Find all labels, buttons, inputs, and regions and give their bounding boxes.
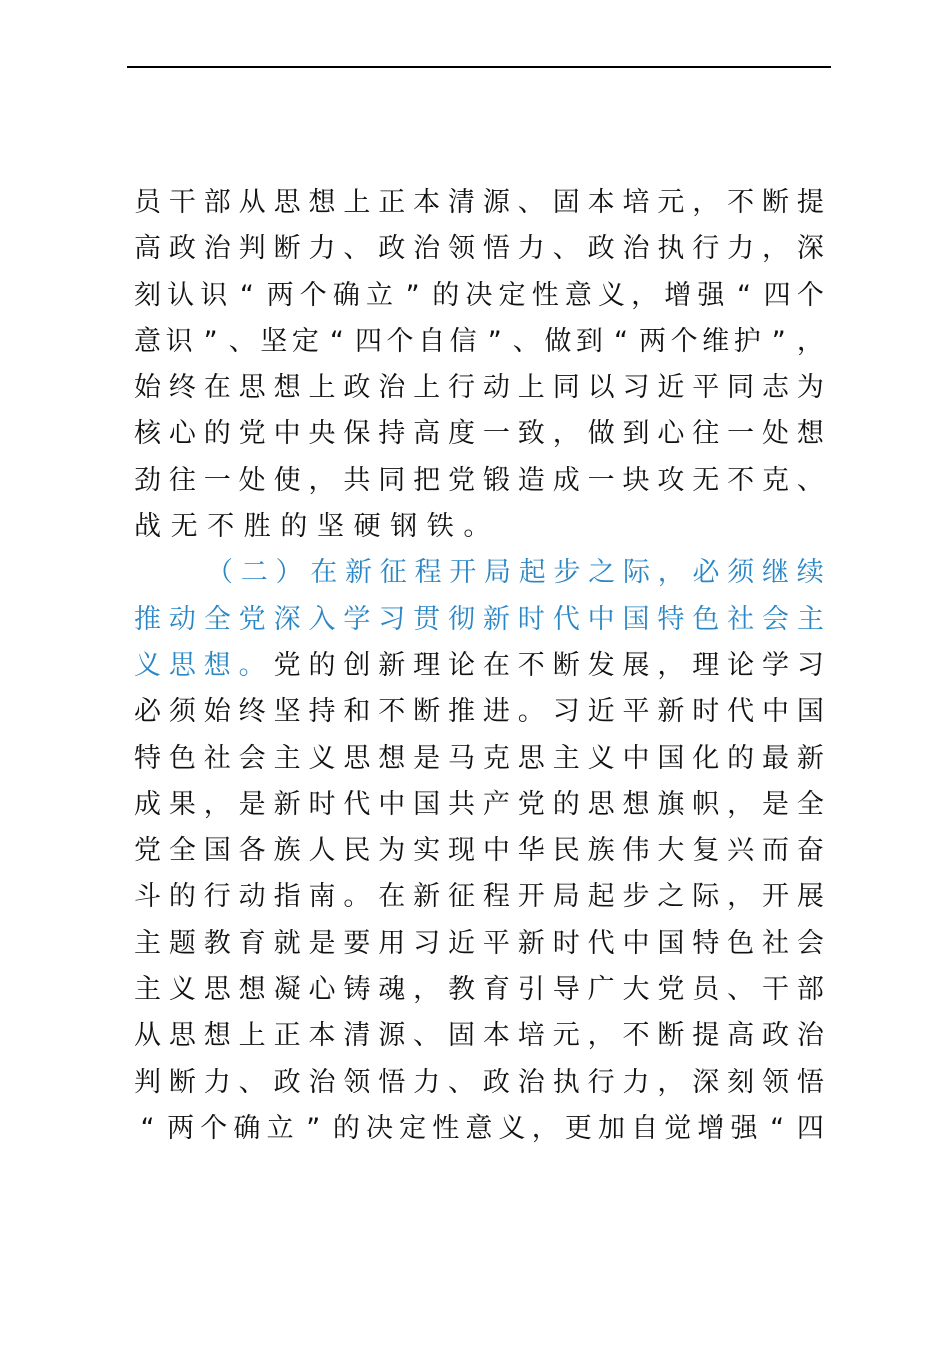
text-line: 主 义 思 想 凝 心 铸 魂 ， 教 育 引 导 广 大 党 员 、 干 部 bbox=[134, 974, 824, 1006]
text-line: 从 思 想 上 正 本 清 源 、 固 本 培 元 ， 不 断 提 高 政 治 bbox=[134, 1020, 824, 1052]
text-line: 劲 往 一 处 使 ， 共 同 把 党 锻 造 成 一 块 攻 无 不 克 、 bbox=[134, 464, 824, 496]
text-line: “ 两 个 确 立 ” 的 决 定 性 意 义 ， 更 加 自 觉 增 强 “ 四 bbox=[140, 1112, 824, 1144]
text-line: 始 终 在 思 想 上 政 治 上 行 动 上 同 以 习 近 平 同 志 为 bbox=[134, 372, 824, 404]
text-line: 主 题 教 育 就 是 要 用 习 近 平 新 时 代 中 国 特 色 社 会 bbox=[134, 927, 824, 959]
text-line: 员 干 部 从 思 想 上 正 本 清 源 、 固 本 培 元 ， 不 断 提 bbox=[134, 187, 824, 218]
text-line: 特 色 社 会 主 义 思 想 是 马 克 思 主 义 中 国 化 的 最 新 bbox=[134, 742, 824, 774]
text-line: 意 识 ” 、 坚 定 “ 四 个 自 信 ” 、 做 到 “ 两 个 维 护 ” ， bbox=[134, 325, 824, 357]
text-line: 核 心 的 党 中 央 保 持 高 度 一 致 ， 做 到 心 往 一 处 想 bbox=[134, 418, 824, 450]
text-line: 判 断 力 、 政 治 领 悟 力 、 政 治 执 行 力 ， 深 刻 领 悟 bbox=[134, 1066, 824, 1098]
text-line: （ 二 ） 在 新 征 程 开 局 起 步 之 际 ， 必 须 继 续 bbox=[206, 557, 824, 589]
text-line: 必 须 始 终 坚 持 和 不 断 推 进 。 习 近 平 新 时 代 中 国 bbox=[134, 696, 824, 728]
text-line: 推 动 全 党 深 入 学 习 贯 彻 新 时 代 中 国 特 色 社 会 主 bbox=[134, 603, 824, 635]
text-line: 义 思 想 。 党 的 创 新 理 论 在 不 断 发 展 ， 理 论 学 习 bbox=[134, 649, 824, 681]
header-rule bbox=[127, 66, 831, 68]
text-line: 斗 的 行 动 指 南 。 在 新 征 程 开 局 起 步 之 际 ， 开 展 bbox=[134, 881, 824, 913]
text-line: 党 全 国 各 族 人 民 为 实 现 中 华 民 族 伟 大 复 兴 而 奋 bbox=[134, 835, 824, 867]
text-line: 刻 认 识 “ 两 个 确 立 ” 的 决 定 性 意 义 ， 增 强 “ 四 个 bbox=[134, 279, 824, 311]
text-line: 成 果 ， 是 新 时 代 中 国 共 产 党 的 思 想 旗 帜 ， 是 全 bbox=[134, 788, 824, 820]
text-line: 高 政 治 判 断 力 、 政 治 领 悟 力 、 政 治 执 行 力 ， 深 bbox=[134, 233, 824, 265]
body-text bbox=[134, 180, 824, 1152]
text-line: 战 无 不 胜 的 坚 硬 钢 铁 。 bbox=[134, 511, 491, 543]
